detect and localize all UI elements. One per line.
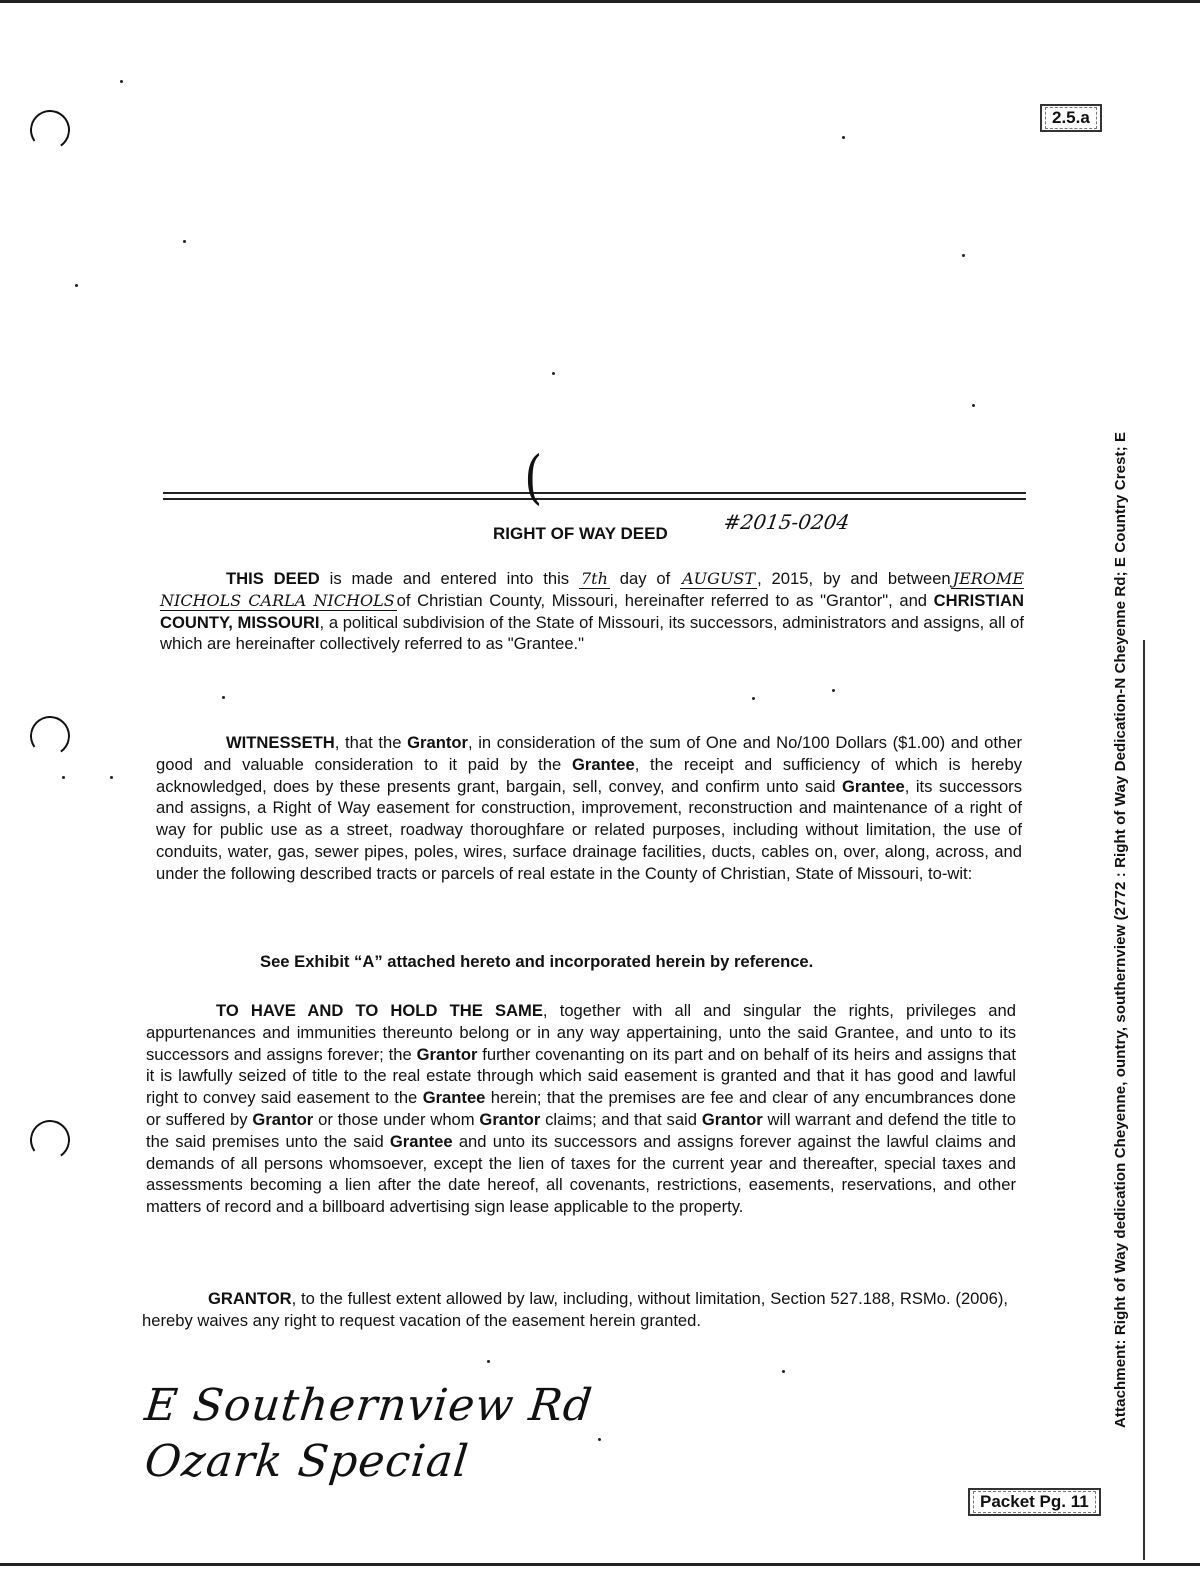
scan-speck (75, 284, 78, 287)
grantor-names-field: JEROME NICHOLS CARLA NICHOLS (160, 569, 1024, 610)
scan-border-bottom (0, 1563, 1200, 1566)
scan-speck (598, 1438, 601, 1441)
scan-border-top (0, 0, 1200, 3)
month-field: AUGUST (682, 569, 756, 588)
punch-hole-icon (27, 107, 73, 153)
packet-page-tag: Packet Pg. 11 (968, 1488, 1101, 1516)
divider-rule (163, 492, 1026, 494)
intro-lead: THIS DEED (226, 569, 320, 588)
scan-speck (110, 776, 113, 779)
scan-speck (552, 372, 555, 375)
punch-hole-icon (27, 1117, 73, 1163)
exhibit-reference: See Exhibit “A” attached hereto and incorporated herein by reference. (260, 952, 814, 971)
scan-speck (222, 696, 225, 699)
scan-speck (752, 697, 755, 700)
habendum-paragraph: TO HAVE AND TO HOLD THE SAME, together with all and singular the rights, privileges and appurtenances and immunities thereunto belong or in any way appertaining, unto the said Grantee, and unto to its successors and assigns forever; the Grantor further covenanting on its part and on behalf of its heirs and assigns that it is lawfully seized of title to the real estate through which said easement is granted and that it has good and lawful right to convey said easement to the Grantee herein; that the premises are fee and clear of any encumbrances done or suffered by Grantor or those under whom Grantor claims; and that said Grantor will warrant and defend the title to the said premises unto the said Grantee and unto its successors and assigns forever against the lawful claims and demands of all persons whomsoever, except the lien of taxes for the current year and thereafter, special taxes and assessments becoming a lien after the date hereof, all covenants, restrictions, easements, reservations, and other matters of record and a billboard advertising sign lease applicable to the property. (146, 1001, 1016, 1217)
handwritten-c-mark-icon: ( (524, 443, 543, 511)
intro-paragraph: THIS DEED is made and entered into this 7th day of AUGUST , 2015, by and between JEROME NICHOLS CARLA NICHOLS of Christian County, Missouri, hereinafter referred to as "Grantor", and CHRISTIAN COUNTY, MISSOURI, a political subdivision of the State of Missouri, its successors, administrators and assigns, all of which are hereinafter collectively referred to as "Grantee." (160, 569, 1024, 654)
deed-number-handwritten: #2015-0204 (722, 510, 851, 534)
waiver-paragraph: GRANTOR, to the fullest extent allowed by law, including, without limitation, Section 527.188, RSMo. (2006), hereby waives any right to request vacation of the easement herein granted. (142, 1289, 1008, 1330)
attachment-side-label: Attachment: Right of Way dedication Cheyenne, ountry, southernview (2772 : Right of Way Dedication-N Cheyenne Rd; E Country Crest; E (1112, 431, 1129, 1428)
witnesseth-paragraph: WITNESSETH, that the Grantor, in consideration of the sum of One and No/100 Dollars ($1.00) and other good and valuable consideration to it paid by the Grantee, the receipt and sufficiency of which is hereby acknowledged, does by these presents grant, bargain, sell, convey, and confirm unto said Grantee, its successors and assigns, a Right of Way easement for construction, improvement, reconstruction and maintenance of a right of way for public use as a street, roadway thoroughfare or related purposes, including without limitation, the use of conduits, water, gas, sewer pipes, poles, wires, surface drainage facilities, ducts, cables on, over, along, across, and under the following described tracts or parcels of real estate in the County of Christian, State of Missouri, to-wit: (156, 733, 1023, 883)
scan-speck (972, 404, 975, 407)
agenda-item-tag: 2.5.a (1040, 104, 1102, 132)
scan-speck (842, 136, 845, 139)
scan-margin-line (1143, 640, 1145, 1560)
scan-speck (487, 1360, 490, 1363)
scan-speck (120, 80, 123, 83)
day-field: 7th (580, 569, 608, 588)
page-title: RIGHT OF WAY DEED (493, 524, 668, 543)
scan-speck (782, 1370, 785, 1373)
divider-rule (163, 498, 1026, 500)
handwritten-note-line2: Ozark Special (142, 1436, 472, 1487)
handwritten-note-line1: E Southernview Rd (142, 1380, 596, 1431)
scan-speck (183, 240, 186, 243)
scan-speck (62, 776, 65, 779)
scan-speck (832, 689, 835, 692)
scan-speck (962, 254, 965, 257)
punch-hole-icon (27, 713, 73, 759)
